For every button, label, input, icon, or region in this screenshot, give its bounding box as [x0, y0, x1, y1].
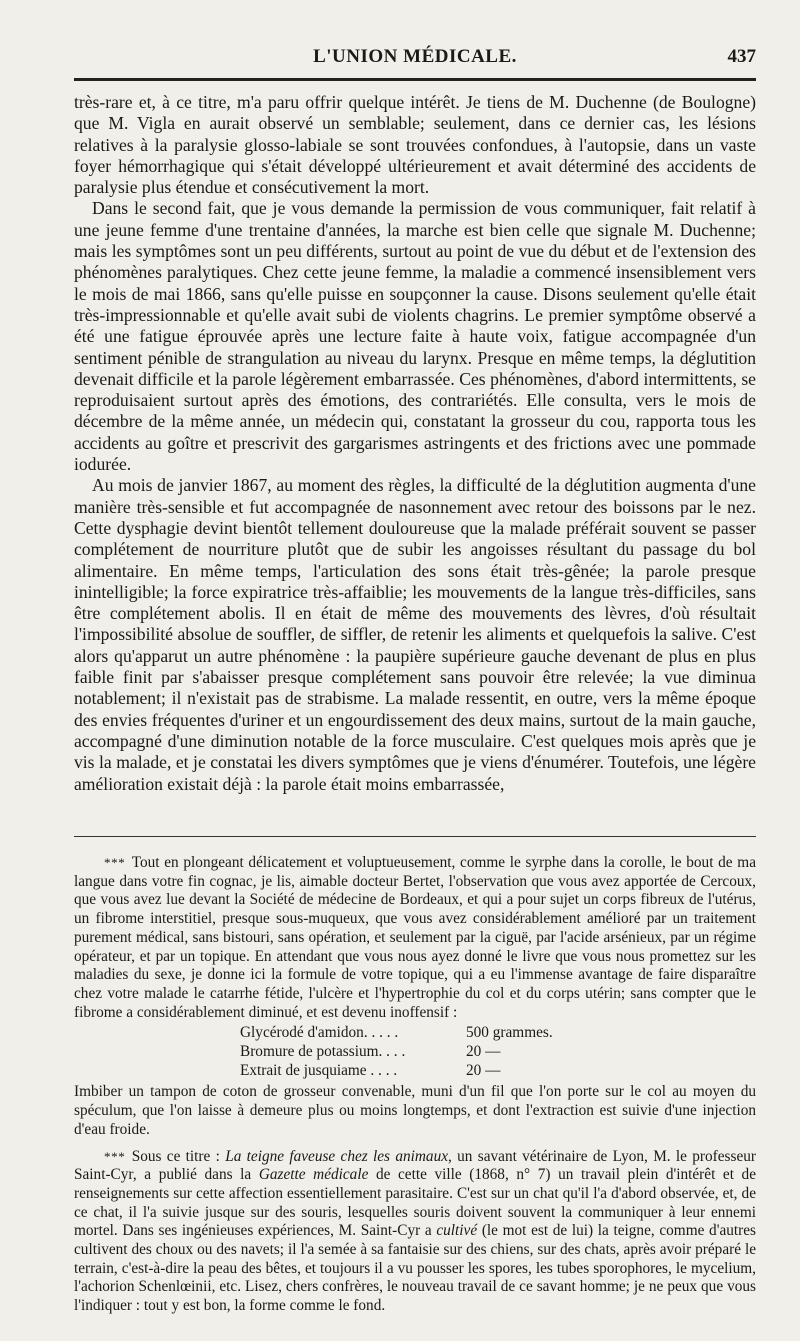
footnote-2-text-d: (le mot est de lui) la teigne, comme d'autres cultivent des choux ou des navets; il l'a semée à sa fantaisie sur des chiens, sur des chats, après avoir préparé le terrain, c'est-à-dire la peau des bêtes, et toujours il a vu pousser les spores, les tubes sporophores, le mycelium, l'achorion Schenlœinii, etc. Lisez, chers confrères, le nouveau travail de ce savant homme; je ne peux que vous l'indiquer : tout y est bon, la forme comme le fond. — [74, 1222, 756, 1315]
asterism: * * * — [104, 1148, 124, 1164]
footnote-2-cultive: cultivé — [436, 1222, 478, 1240]
header-rule — [74, 78, 756, 81]
footnote-2-journal: Gazette médicale — [258, 1166, 369, 1184]
recipe-amount: 20 — — [466, 1043, 501, 1061]
paragraph-2: Dans le second fait, que je vous demande la permission de vous communiquer, fait relatif à une jeune femme d'une trentaine d'années, la marche est bien celle que signale M. Duchenne; mais les symptômes sont un peu différents, surtout au point de vue du début et de l'extension des phénomènes paralytiques. Chez cette jeune femme, la maladie a commencé insensiblement vers le mois de mai 1866, sans qu'elle puisse en soupçonner la cause. Disons seulement qu'elle était très-impressionnable et qu'elle avait subi de violents chagrins. Le premier symptôme observé a été une fatigue éprouvée après une lecture faite à haute voix, fatigue accompagnée d'un sentiment pénible de strangulation au niveau du larynx. Presque en même temps, la déglutition devenait difficile et la parole légèrement embarrassée. Ces phénomènes, d'abord intermittents, se reproduisaient surtout après des émotions, des contrariétés. Elle consulta, vers le mois de décembre de la même année, un médecin qui, constatant la grosseur du cou, rapporta tous les accidents au goître et prescrivit des gargarismes astringents et des frictions avec une pommade iodurée. — [74, 198, 756, 475]
recipe-row — [240, 1043, 600, 1062]
journal-title: L'UNION MÉDICALE. — [313, 46, 517, 67]
recipe-ingredient: Bromure de potassium. . . . — [240, 1043, 406, 1061]
footnote-1-continuation: Imbiber un tampon de coton de grosseur convenable, muni d'un fil que l'on porte sur le col au moyen du spéculum, que l'on laisse à demeure plus ou moins longtemps, et dont l'extraction est suivie d'une injection d'eau froide. — [74, 1083, 756, 1138]
recipe-row — [240, 1062, 600, 1081]
footnote-1-text: Tout en plongeant délicatement et voluptueusement, comme le syrphe dans la corolle, le bout de ma langue dans votre fin cognac, je lis, aimable docteur Bertet, l'observation que vous avez apportée de Cercoux, que vous avez lue devant la Société de médecine de Bordeaux, et qui a pour sujet un corps fibreux de l'utérus, un fibrome interstitiel, presque sous-muqueux, que vous avez considérablement amélioré par un traitement purement médical, sans bistouri, sans opération, et seulement par la ciguë, par l'acide arsénieux, par un régime opérateur, et par un topique. En attendant que vous nous ayez donné le livre que vous nous promettez sur les maladies du sexe, je donne ici la formule de votre topique, qui a eu l'immense avantage de faire disparaître chez votre malade le catarrhe fétide, l'ulcère et l'hypertrophie du col et du corps utérin; sans compter que le fibrome a considérablement diminué, et est devenu inoffensif : — [74, 854, 756, 1021]
footnote-2 — [74, 1148, 756, 1316]
recipe-row — [240, 1024, 600, 1043]
recipe-amount: 500 grammes. — [466, 1024, 553, 1042]
footnote-2-title: La teigne faveuse chez les animaux — [225, 1147, 449, 1165]
asterism: * * * — [104, 855, 124, 870]
recipe-formula — [240, 1024, 600, 1080]
recipe-amount: 20 — — [466, 1061, 501, 1079]
footnote-2-text-b: , un savant vétérinaire de Lyon, M. le professeur Saint-Cyr, a publié dans la — [74, 1147, 756, 1184]
paragraph-1: très-rare et, à ce titre, m'a paru offrir quelque intérêt. Je tiens de M. Duchenne (de Boulogne) que M. Vigla en aurait observé un semblable; seulement, dans ce dernier cas, les lésions relatives à la paralysie glosso-labiale se sont trouvées confondues, à l'autopsie, dans un vaste foyer hémorrhagique qui s'était développé ultérieurement et avait déterminé des accidents de paralysie plus étendue et consécutivement la mort. — [74, 92, 756, 198]
paragraph-3: Au mois de janvier 1867, au moment des règles, la difficulté de la déglutition augmenta d'une manière très-sensible et fut accompagnée de nasonnement avec retour des boissons par le nez. Cette dysphagie devint bientôt tellement douloureuse que la malade préférait souvent se passer complétement de nourriture plutôt que de subir les angoisses résultant du passage du bol alimentaire. En même temps, l'articulation des sons était très-gênée; la parole presque inintelligible; la force expiratrice très-affaiblie; les mouvements de la langue très-difficiles, sans être complétement abolis. Il en était de même des mouvements des lèvres, d'où résultait l'impossibilité absolue de souffler, de siffler, de retenir les aliments et quelquefois la salive. C'est alors qu'apparut un autre phénomène : la paupière supérieure gauche devenant de plus en plus faible finit par s'abaisser presque complétement sans pouvoir être relevée; la vue diminua notablement; il n'existait pas de strabisme. La malade ressentit, en outre, vers la même époque des envies fréquentes d'uriner et un engourdissement des deux mains, surtout de la main gauche, accompagné d'une diminution notable de la force musculaire. C'est quelques mois après que je vis la malade, et je constatai les divers symptômes que je viens d'énumérer. Toutefois, une légère amélioration existait déjà : la parole était moins embarrassée, — [74, 475, 756, 794]
recipe-ingredient: Extrait de jusquiame . . . . — [240, 1061, 398, 1079]
footnote-rule — [74, 836, 756, 837]
footnote-2-text-c: de cette ville (1868, n° 7) un travail plein d'intérêt et de renseignements sur cette affection essentiellement parasitaire. C'est sur un chat qu'il l'a d'abord observée, et, de ce chat, il l'a suivie jusque sur des souris, lesquelles souris doivent souvent la communiquer à leur ennemi mortel. Dans ses ingénieuses expériences, M. Saint-Cyr a — [74, 1166, 756, 1240]
recipe-ingredient: Glycérodé d'amidon. . . . . — [240, 1024, 399, 1042]
footnote-2-text-a: Sous ce titre : — [131, 1147, 226, 1165]
footnotes — [74, 854, 756, 1316]
footnote-1 — [74, 854, 756, 1022]
page-number: 437 — [727, 46, 756, 67]
body-text — [74, 92, 756, 795]
running-header — [74, 0, 756, 72]
